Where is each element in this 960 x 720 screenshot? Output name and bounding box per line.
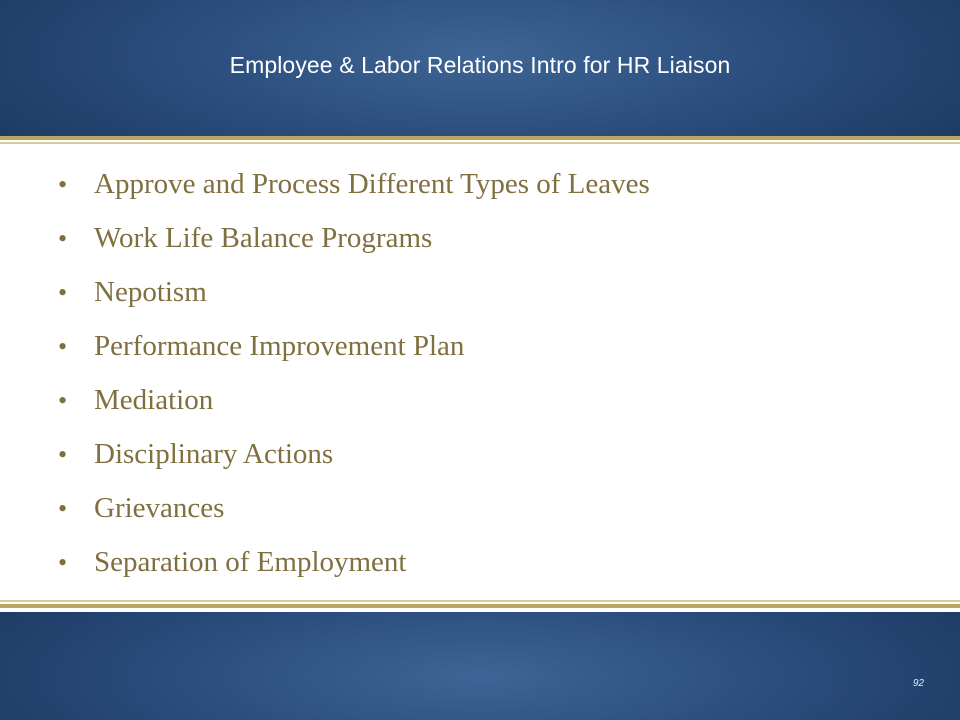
- slide-title: Employee & Labor Relations Intro for HR Liaison: [229, 52, 731, 78]
- bullet-text: Performance Improvement Plan: [94, 330, 465, 362]
- footer-divider-thin: [0, 600, 960, 602]
- bullet-item: [58, 276, 650, 330]
- page-number: 92: [912, 678, 924, 689]
- bullet-item: [58, 438, 650, 492]
- bullet-icon: •: [58, 224, 68, 253]
- header-band: [0, 0, 960, 136]
- bullet-icon: •: [58, 494, 68, 523]
- bullet-item: [58, 330, 650, 384]
- bullet-icon: •: [58, 548, 68, 577]
- bullet-text: Nepotism: [94, 276, 207, 308]
- bullet-item: [58, 546, 650, 600]
- bullet-icon: •: [58, 170, 68, 199]
- bullet-text: Approve and Process Different Types of Leaves: [94, 168, 650, 200]
- bullet-icon: •: [58, 440, 68, 469]
- bullet-item: [58, 492, 650, 546]
- footer-divider: [0, 604, 960, 608]
- bullet-text: Mediation: [94, 384, 214, 416]
- bullet-text: Work Life Balance Programs: [94, 222, 433, 254]
- bullet-text: Separation of Employment: [94, 546, 407, 578]
- bullet-item: [58, 222, 650, 276]
- bullet-icon: •: [58, 278, 68, 307]
- bullet-text: Disciplinary Actions: [94, 438, 334, 470]
- bullet-item: [58, 168, 650, 222]
- bullet-item: [58, 384, 650, 438]
- header-divider-thin: [0, 142, 960, 144]
- footer-band: [0, 612, 960, 720]
- header-divider: [0, 136, 960, 140]
- bullet-text: Grievances: [94, 492, 225, 524]
- bullet-icon: •: [58, 386, 68, 415]
- bullet-icon: •: [58, 332, 68, 361]
- bullet-list: [58, 168, 650, 600]
